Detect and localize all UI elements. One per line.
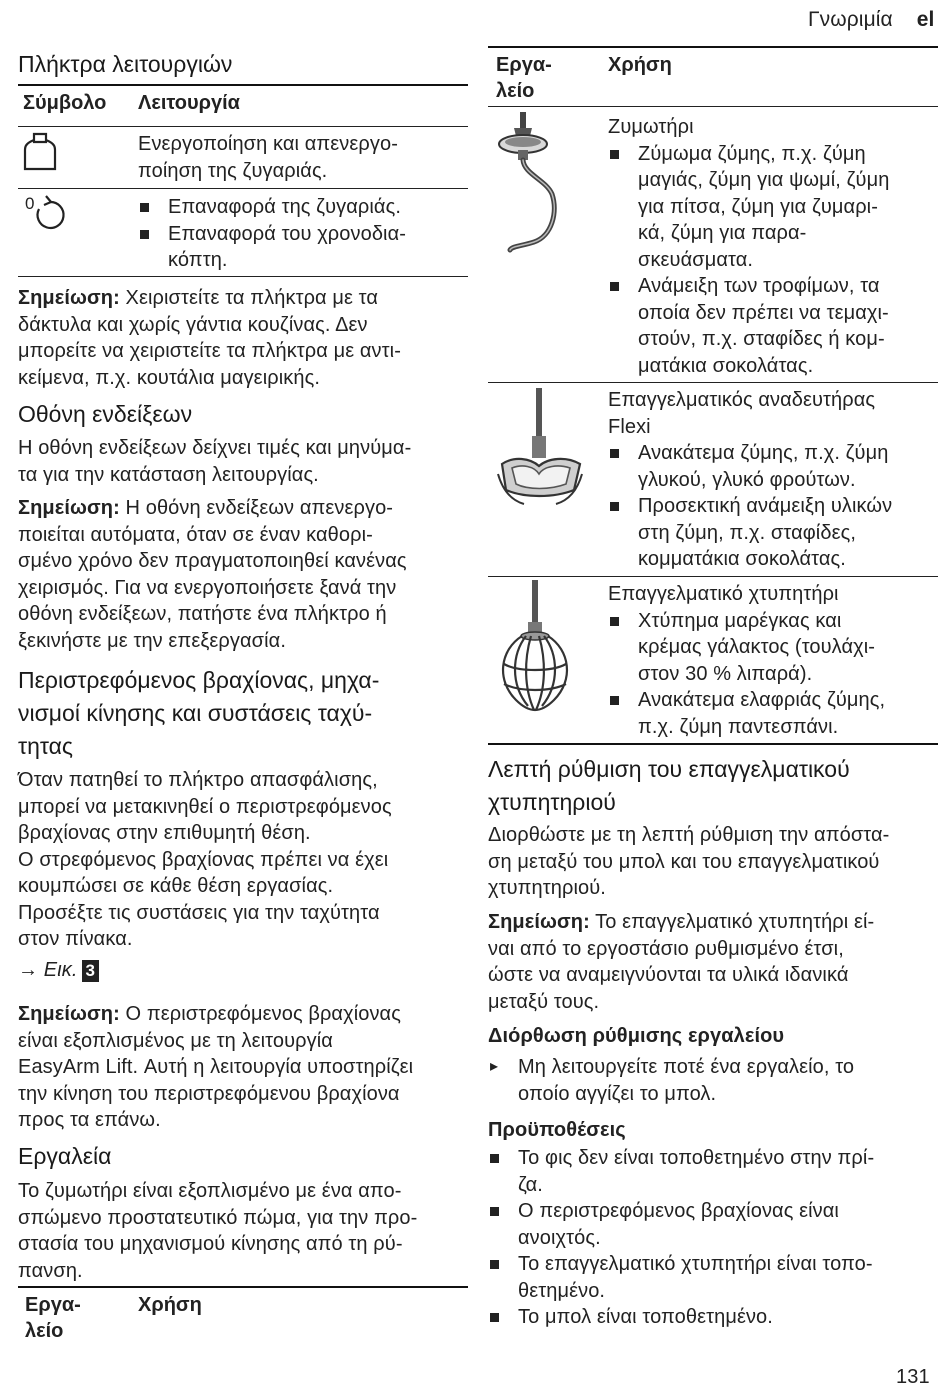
- display-heading: Οθόνη ενδείξεων: [18, 401, 193, 427]
- fine-adjust-paragraph: Διορθώστε με τη λεπτή ρύθμιση την απόστα- ση μεταξύ του μπολ και του επαγγελματικού χτυπητηριού.: [488, 824, 890, 899]
- list-item: ▸ Μη λειτουργείτε ποτέ ένα εργαλείο, το οποίο αγγίζει το μπολ.: [488, 1054, 928, 1107]
- reset-icon: [22, 192, 66, 236]
- tool-dough-hook: Ζυμωτήρι Ζύμωμα ζύμης, π.χ. ζύμη μαγιάς, ζύμη για ψωμί, ζύμη για πίτσα, ζύμη για ζυμαρι- κά, ζύμη για παρα- σκευάσματα. Ανάμειξη των τροφίμων, τα οποία δεν πρέπει να τεμαχι- στούν, π.χ. σταφίδες ή κομ- ματάκια σοκολάτας.: [608, 114, 938, 379]
- keys-col-function: Λειτουργία: [138, 92, 240, 114]
- note-keys: Σημείωση: Χειριστείτε τα πλήκτρα με τα δάκτυλα και χωρίς γάντια κουζίνας. Δεν μπορείτε να χειριστείτε τα πλήκτρα με αντι- κείμενα, π.χ. κουτάλια μαγειρικής.: [18, 287, 401, 389]
- tools-table-col-use: Χρήση: [138, 1294, 202, 1316]
- tools-heading: Εργαλεία: [18, 1143, 112, 1169]
- divider: [18, 276, 468, 277]
- tool-whisk: Επαγγελματικό χτυπητήρι Χτύπημα μαρέγκας και κρέμας γάλακτος (τουλάχι- στον 30 % λιπαρά). Ανακάτεμα ελαφριάς ζύμης, π.χ. ζύμη παντεσπάνι.: [608, 581, 938, 740]
- flexi-beater-icon: [494, 388, 586, 518]
- keys-heading: Πλήκτρα λειτουργιών: [18, 51, 233, 77]
- figure-number: 3: [82, 960, 100, 982]
- list-item: Ο περιστρεφόμενος βραχίονας είναι ανοιχτός.: [488, 1198, 928, 1251]
- divider: [18, 84, 468, 86]
- list-item: Το μπολ είναι τοποθετημένο.: [488, 1304, 928, 1331]
- divider: [488, 576, 938, 577]
- keys-col-symbol: Σύμβολο: [23, 92, 107, 114]
- arm-heading: Περιστρεφόμενος βραχίονας, μηχα- νισμοί κίνησης και συστάσεις ταχύ- τητας: [18, 667, 380, 759]
- page-number: 131: [896, 1366, 930, 1388]
- whisk-icon: [494, 580, 580, 730]
- fine-adjust-heading: Λεπτή ρύθμιση του επαγγελματικού χτυπητηριού: [488, 756, 850, 815]
- figure-reference[interactable]: → Εικ. 3: [18, 957, 99, 984]
- divider: [18, 188, 468, 189]
- list-item: Το επαγγελματικό χτυπητήρι είναι τοπο- θετημένο.: [488, 1251, 928, 1304]
- display-paragraph: Η οθόνη ενδείξεων δείχνει τιμές και μηνύμα- τα για την κατάσταση λειτουργίας.: [18, 437, 412, 486]
- tools-table-col-tool: Εργα- λείο: [25, 1294, 81, 1342]
- correction-heading: Διόρθωση ρύθμισης εργαλείου: [488, 1025, 785, 1047]
- divider: [488, 46, 938, 48]
- header-lang: el: [916, 8, 935, 31]
- running-header: [808, 7, 934, 34]
- tools-paragraph: Το ζυμωτήρι είναι εξοπλισμένο με ένα απο- σπώμενο προστατευτικό πώμα, για την προ- στασία του μηχανισμού κίνησης από τη ρύ- πανση.: [18, 1180, 418, 1282]
- list-item: Ανακάτεμα ελαφριάς ζύμης, π.χ. ζύμη παντεσπάνι.: [608, 687, 938, 740]
- tool-flexi-beater: Επαγγελματικός αναδευτήρας Flexi Ανακάτεμα ζύμης, π.χ. ζύμη γλυκού, γλυκό φρούτων. Προσεκτική ανάμειξη υλικών στη ζύμη, π.χ. σταφίδες, κομματάκια σοκολάτας.: [608, 387, 938, 573]
- note-arm: Σημείωση: Ο περιστρεφόμενος βραχίονας είναι εξοπλισμένος με τη λειτουργία EasyArm Lift. Αυτή η λειτουργία υποστηρίζει την κίνηση του περιστρεφόμενου βραχίονα προς τα επάνω.: [18, 1003, 414, 1131]
- list-item: Το φις δεν είναι τοποθετημένο στην πρί- ζα.: [488, 1145, 928, 1198]
- list-item: Χτύπημα μαρέγκας και κρέμας γάλακτος (τουλάχι- στον 30 % λιπαρά).: [608, 608, 938, 688]
- list-item: Ζύμωμα ζύμης, π.χ. ζύμη μαγιάς, ζύμη για ψωμί, ζύμη για πίτσα, ζύμη για ζυμαρι- κά, ζύμη για παρα- σκευάσματα.: [608, 141, 938, 274]
- note-fine-adjust: Σημείωση: Το επαγγελματικό χτυπητήρι εί- ναι από το εργοστάσιο ρυθμισμένο έτσι, ώστε να αναμειγνύονται τα υλικά ιδανικά μεταξύ τους.: [488, 911, 875, 1013]
- prerequisites-list: [488, 1145, 928, 1331]
- note-display: Σημείωση: Η οθόνη ενδείξεων απενεργο- ποιείται αυτόματα, όταν σε έναν καθορι- σμένο χρόνο δεν πραγματοποιηθεί κανένας χειρισμός. Για να ενεργοποιήσετε ξανά την οθόνη ενδείξεων, πατήστε ένα πλήκτρο ή ξεκινήστε με την επεξεργασία.: [18, 497, 407, 652]
- divider: [488, 382, 938, 383]
- tools-col-use: Χρήση: [608, 54, 672, 76]
- divider: [18, 1286, 468, 1288]
- header-section: Γνωριμία: [808, 8, 893, 31]
- keys-row1-text: Ενεργοποίηση και απενεργο- ποίηση της ζυγαριάς.: [138, 133, 398, 182]
- list-item: Επαναφορά του χρονοδια- κόπτη.: [138, 221, 458, 274]
- list-item: Επαναφορά της ζυγαριάς.: [138, 194, 458, 221]
- keys-row2-list: [138, 194, 458, 274]
- divider: [488, 743, 938, 745]
- scale-icon: [22, 130, 58, 174]
- prerequisites-heading: Προϋποθέσεις: [488, 1119, 626, 1141]
- list-item: Προσεκτική ανάμειξη υλικών στη ζύμη, π.χ. σταφίδες, κομματάκια σοκολάτας.: [608, 493, 938, 573]
- list-item: Ανακάτεμα ζύμης, π.χ. ζύμη γλυκού, γλυκό φρούτων.: [608, 440, 938, 493]
- svg-text:0: 0: [25, 194, 35, 213]
- arm-paragraph: Όταν πατηθεί το πλήκτρο απασφάλισης, μπορεί να μετακινηθεί ο περιστρεφόμενος βραχίονας στην επιθυμητή θέση. Ο στρεφόμενος βραχίονας πρέπει να έχει κουμπώσει σε κάθε θέση εργασίας. Προσέξτε τις συστάσεις για την ταχύτητα στον πίνακα.: [18, 769, 392, 950]
- list-item: Ανάμειξη των τροφίμων, τα οποία δεν πρέπει να τεμαχι- στούν, π.χ. σταφίδες ή κομ- ματάκια σοκολάτας.: [608, 273, 938, 379]
- dough-hook-icon: [494, 112, 566, 268]
- divider: [488, 106, 938, 107]
- warning-list: [488, 1054, 928, 1107]
- divider: [18, 126, 468, 127]
- tools-col-tool: Εργα- λείο: [496, 54, 552, 102]
